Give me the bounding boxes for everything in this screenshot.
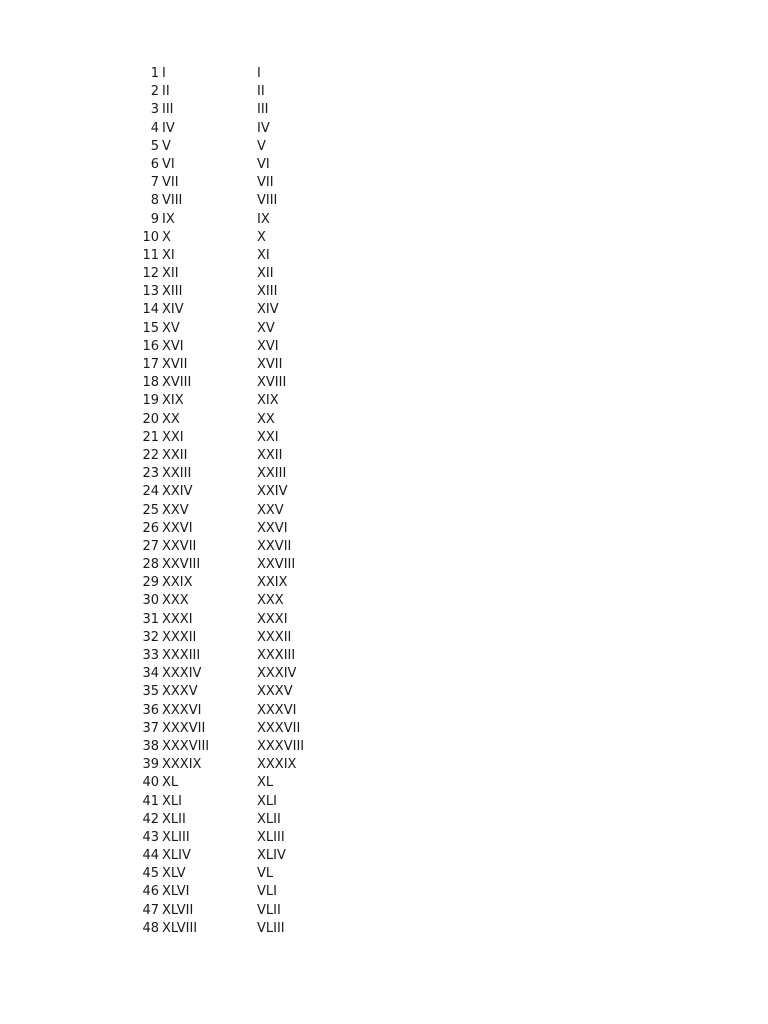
table-row bbox=[0, 574, 768, 592]
roman-numeral-output: XXXII bbox=[257, 629, 292, 645]
roman-numeral-standard: VI bbox=[162, 156, 175, 172]
table-row bbox=[0, 756, 768, 774]
roman-numeral-standard: XIV bbox=[162, 302, 184, 318]
roman-numeral-standard: XXVIII bbox=[162, 557, 201, 573]
row-number: 17 bbox=[142, 357, 159, 372]
table-row bbox=[0, 83, 768, 101]
row-number: 24 bbox=[142, 484, 159, 500]
roman-numeral-standard: XII bbox=[162, 266, 179, 282]
row-number: 34 bbox=[142, 666, 159, 682]
roman-numeral-standard: XVI bbox=[162, 338, 184, 354]
roman-numeral-standard: IV bbox=[162, 120, 175, 136]
roman-numeral-output: XXIV bbox=[257, 484, 288, 500]
row-number: 11 bbox=[142, 247, 159, 263]
row-number: 33 bbox=[142, 648, 159, 663]
roman-numeral-output: X bbox=[257, 229, 266, 245]
roman-numeral-output: XXXV bbox=[257, 684, 293, 700]
roman-numeral-output: VI bbox=[257, 156, 270, 172]
row-number: 40 bbox=[142, 775, 159, 791]
row-number: 32 bbox=[142, 629, 159, 645]
roman-numeral-output: IX bbox=[257, 211, 270, 227]
roman-numeral-output: XLI bbox=[257, 793, 277, 809]
roman-numeral-standard: XXIV bbox=[162, 484, 193, 500]
roman-numeral-output: VLI bbox=[257, 884, 277, 900]
table-row bbox=[0, 101, 768, 119]
roman-numeral-output: VII bbox=[257, 175, 274, 191]
roman-numeral-output: XIII bbox=[257, 284, 278, 300]
row-number: 4 bbox=[150, 120, 159, 136]
roman-numeral-output: XXX bbox=[257, 593, 284, 609]
roman-numeral-standard: XXXVI bbox=[162, 702, 202, 718]
row-number: 15 bbox=[142, 320, 159, 336]
table-row bbox=[0, 229, 768, 247]
roman-numeral-standard: II bbox=[162, 84, 170, 100]
roman-numeral-standard: XXXII bbox=[162, 629, 197, 645]
row-number: 9 bbox=[150, 211, 159, 227]
roman-numeral-standard: XXXIII bbox=[162, 648, 201, 663]
table-row bbox=[0, 265, 768, 283]
roman-numeral-standard: XXVII bbox=[162, 538, 197, 554]
roman-numeral-output: XI bbox=[257, 247, 270, 263]
row-number: 6 bbox=[150, 156, 159, 172]
row-number: 19 bbox=[142, 393, 159, 409]
table-row bbox=[0, 320, 768, 338]
roman-numeral-standard: XLIII bbox=[162, 829, 190, 845]
roman-numeral-standard: XXX bbox=[162, 593, 189, 609]
row-number: 43 bbox=[142, 829, 159, 845]
roman-numeral-output: XXXVII bbox=[257, 720, 301, 736]
roman-numeral-output: VL bbox=[257, 866, 274, 882]
table-row bbox=[0, 720, 768, 738]
table-row bbox=[0, 774, 768, 792]
row-number: 3 bbox=[150, 102, 159, 118]
roman-numeral-output: XXVIII bbox=[257, 557, 296, 573]
roman-numeral-output: XLIV bbox=[257, 848, 286, 864]
row-number: 8 bbox=[150, 193, 159, 209]
roman-numeral-standard: XXXI bbox=[162, 611, 193, 627]
table-row bbox=[0, 883, 768, 901]
table-row bbox=[0, 411, 768, 429]
row-number: 29 bbox=[142, 575, 159, 591]
roman-numeral-standard: X bbox=[162, 229, 171, 245]
row-number: 22 bbox=[142, 447, 159, 463]
table-row bbox=[0, 247, 768, 265]
roman-numeral-standard: XXII bbox=[162, 447, 188, 463]
roman-numeral-output: XVI bbox=[257, 338, 279, 354]
roman-numeral-output: XXIII bbox=[257, 466, 287, 482]
table-row bbox=[0, 665, 768, 683]
roman-numeral-output: XIV bbox=[257, 302, 279, 318]
roman-numeral-standard: XL bbox=[162, 775, 179, 791]
row-number: 21 bbox=[142, 429, 159, 445]
roman-numeral-standard: XV bbox=[162, 320, 180, 336]
table-row bbox=[0, 483, 768, 501]
row-number: 44 bbox=[142, 848, 159, 864]
row-number: 35 bbox=[142, 684, 159, 700]
roman-numeral-output: XXXIV bbox=[257, 666, 297, 682]
roman-numeral-output: XXII bbox=[257, 447, 283, 463]
row-number: 26 bbox=[142, 520, 159, 536]
table-row bbox=[0, 174, 768, 192]
roman-numeral-standard: V bbox=[162, 138, 171, 154]
roman-numeral-standard: XI bbox=[162, 247, 175, 263]
table-row bbox=[0, 793, 768, 811]
table-row bbox=[0, 829, 768, 847]
roman-numeral-standard: XLI bbox=[162, 793, 182, 809]
roman-numeral-standard: XVII bbox=[162, 357, 188, 372]
row-number: 41 bbox=[142, 793, 159, 809]
roman-numeral-standard: XXIX bbox=[162, 575, 193, 591]
roman-numeral-standard: XXVI bbox=[162, 520, 193, 536]
table-row bbox=[0, 647, 768, 665]
table-row bbox=[0, 301, 768, 319]
roman-numeral-output: IV bbox=[257, 120, 270, 136]
table-row bbox=[0, 847, 768, 865]
roman-numeral-standard: XLII bbox=[162, 811, 186, 827]
roman-numeral-standard: XX bbox=[162, 411, 180, 427]
table-row bbox=[0, 702, 768, 720]
roman-numeral-output: III bbox=[257, 102, 269, 118]
roman-numeral-standard: III bbox=[162, 102, 174, 118]
roman-numeral-table bbox=[0, 65, 768, 938]
roman-numeral-output: XXXI bbox=[257, 611, 288, 627]
roman-numeral-output: XV bbox=[257, 320, 275, 336]
roman-numeral-standard: XVIII bbox=[162, 375, 192, 391]
roman-numeral-output: XXXIII bbox=[257, 648, 296, 663]
roman-numeral-standard: XLVII bbox=[162, 902, 194, 918]
table-row bbox=[0, 192, 768, 210]
roman-numeral-standard: VII bbox=[162, 175, 179, 191]
table-row bbox=[0, 338, 768, 356]
roman-numeral-output: II bbox=[257, 84, 265, 100]
row-number: 28 bbox=[142, 557, 159, 573]
roman-numeral-standard: IX bbox=[162, 211, 175, 227]
roman-numeral-output: XII bbox=[257, 266, 274, 282]
row-number: 48 bbox=[142, 920, 159, 936]
row-number: 47 bbox=[142, 902, 159, 918]
row-number: 2 bbox=[150, 84, 159, 100]
table-row bbox=[0, 392, 768, 410]
roman-numeral-output: XXXVI bbox=[257, 702, 297, 718]
roman-numeral-output: XLIII bbox=[257, 829, 285, 845]
row-number: 10 bbox=[142, 229, 159, 245]
row-number: 27 bbox=[142, 538, 159, 554]
table-row bbox=[0, 65, 768, 83]
table-row bbox=[0, 138, 768, 156]
roman-numeral-standard: XXXV bbox=[162, 684, 198, 700]
roman-numeral-output: VLIII bbox=[257, 920, 285, 936]
roman-numeral-output: XXVI bbox=[257, 520, 288, 536]
roman-numeral-standard: XXIII bbox=[162, 466, 192, 482]
roman-numeral-output: XL bbox=[257, 775, 274, 791]
table-row bbox=[0, 156, 768, 174]
row-number: 14 bbox=[142, 302, 159, 318]
table-row bbox=[0, 683, 768, 701]
table-row bbox=[0, 629, 768, 647]
roman-numeral-output: XXI bbox=[257, 429, 279, 445]
row-number: 38 bbox=[142, 738, 159, 754]
row-number: 31 bbox=[142, 611, 159, 627]
table-row bbox=[0, 356, 768, 374]
roman-numeral-standard: XIII bbox=[162, 284, 183, 300]
row-number: 37 bbox=[142, 720, 159, 736]
roman-numeral-output: XXIX bbox=[257, 575, 288, 591]
table-row bbox=[0, 592, 768, 610]
table-row bbox=[0, 538, 768, 556]
table-row bbox=[0, 811, 768, 829]
table-row bbox=[0, 556, 768, 574]
table-row bbox=[0, 211, 768, 229]
roman-numeral-output: XXVII bbox=[257, 538, 292, 554]
roman-numeral-standard: XLV bbox=[162, 866, 186, 882]
row-number: 7 bbox=[150, 175, 159, 191]
table-row bbox=[0, 520, 768, 538]
table-row bbox=[0, 611, 768, 629]
roman-numeral-output: XXXVIII bbox=[257, 738, 305, 754]
roman-numeral-output: I bbox=[257, 66, 261, 81]
roman-numeral-output: XLII bbox=[257, 811, 281, 827]
roman-numeral-standard: I bbox=[162, 66, 166, 81]
row-number: 45 bbox=[142, 866, 159, 882]
roman-numeral-output: XVII bbox=[257, 357, 283, 372]
roman-numeral-standard: XXXIV bbox=[162, 666, 202, 682]
row-number: 42 bbox=[142, 811, 159, 827]
table-row bbox=[0, 502, 768, 520]
row-number: 39 bbox=[142, 757, 159, 773]
row-number: 46 bbox=[142, 884, 159, 900]
row-number: 20 bbox=[142, 411, 159, 427]
roman-numeral-output: XVIII bbox=[257, 375, 287, 391]
roman-numeral-standard: XXI bbox=[162, 429, 184, 445]
row-number: 25 bbox=[142, 502, 159, 518]
table-row bbox=[0, 865, 768, 883]
row-number: 1 bbox=[150, 66, 159, 81]
row-number: 13 bbox=[142, 284, 159, 300]
roman-numeral-standard: XLVIII bbox=[162, 920, 198, 936]
roman-numeral-standard: XXXIX bbox=[162, 757, 202, 773]
table-row bbox=[0, 920, 768, 938]
roman-numeral-standard: XXXVII bbox=[162, 720, 206, 736]
roman-numeral-standard: XLVI bbox=[162, 884, 190, 900]
table-row bbox=[0, 902, 768, 920]
roman-numeral-output: V bbox=[257, 138, 266, 154]
roman-numeral-standard: XXXVIII bbox=[162, 738, 210, 754]
row-number: 5 bbox=[150, 138, 159, 154]
table-row bbox=[0, 120, 768, 138]
row-number: 36 bbox=[142, 702, 159, 718]
roman-numeral-output: XXXIX bbox=[257, 757, 297, 773]
row-number: 16 bbox=[142, 338, 159, 354]
row-number: 12 bbox=[142, 266, 159, 282]
row-number: 30 bbox=[142, 593, 159, 609]
roman-numeral-standard: XIX bbox=[162, 393, 184, 409]
table-row bbox=[0, 283, 768, 301]
roman-numeral-output: XX bbox=[257, 411, 275, 427]
roman-numeral-output: VIII bbox=[257, 193, 278, 209]
roman-numeral-standard: XLIV bbox=[162, 848, 191, 864]
table-row bbox=[0, 374, 768, 392]
roman-numeral-standard: VIII bbox=[162, 193, 183, 209]
table-row bbox=[0, 429, 768, 447]
row-number: 18 bbox=[142, 375, 159, 391]
roman-numeral-output: XXV bbox=[257, 502, 284, 518]
roman-numeral-output: VLII bbox=[257, 902, 281, 918]
roman-numeral-standard: XXV bbox=[162, 502, 189, 518]
row-number: 23 bbox=[142, 466, 159, 482]
roman-numeral-output: XIX bbox=[257, 393, 279, 409]
table-row bbox=[0, 738, 768, 756]
table-row bbox=[0, 465, 768, 483]
table-row bbox=[0, 447, 768, 465]
